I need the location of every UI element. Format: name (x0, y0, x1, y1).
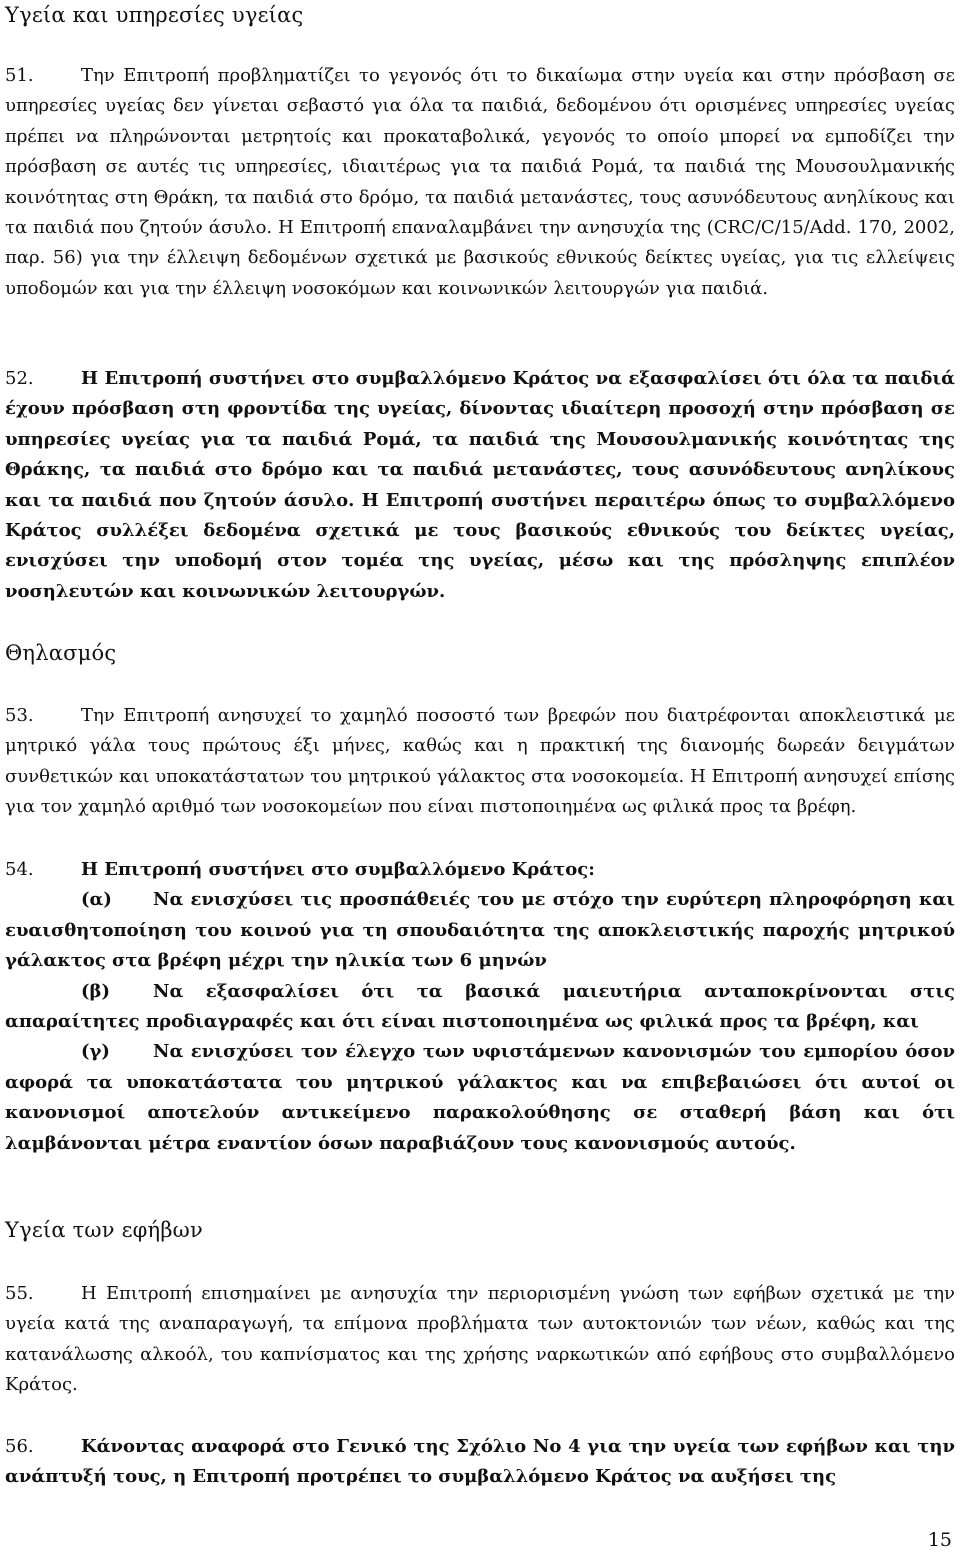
paragraph-56 (5, 1432, 955, 1493)
paragraph-number: 54. (5, 859, 34, 880)
paragraph-number: 51. (5, 65, 34, 86)
section-heading-adolescent-health: Υγεία των εφήβων (5, 1218, 203, 1242)
recommendation-item-c (5, 1037, 955, 1159)
paragraph-54-intro (5, 855, 955, 885)
paragraph-text: Την Επιτροπή ανησυχεί το χαμηλό ποσοστό των βρεφών που διατρέφονται αποκλειστικά με μητρικό γάλα τους πρώτους έξι μήνες, καθώς και η πρακτική της διανομής δωρεάν δειγμάτων συνθετικών και υποκατάστατων του μητρικού γάλακτος στα νοσοκομεία. Η Επιτροπή ανησυχεί επίσης για τον χαμηλό αριθμό των νοσοκομείων που είναι πιστοποιημένα ως φιλικά προς τα βρέφη. (5, 705, 955, 818)
paragraph-text: Η Επιτροπή συστήνει στο συμβαλλόμενο Κράτος να εξασφαλίσει ότι όλα τα παιδιά έχουν πρόσβαση στη φροντίδα της υγείας, δίνοντας ιδιαίτερη προσοχή στην πρόσβαση σε υπηρεσίες υγείας για τα παιδιά Ρομά, τα παιδιά της Μουσουλμανικής κοινότητας της Θράκης, τα παιδιά στο δρόμο και τα παιδιά μετανάστες, τους ασυνόδευτους ανηλίκους και τα παιδιά που ζητούν άσυλο. Η Επιτροπή συστήνει περαιτέρω όπως το συμβαλλόμενο Κράτος συλλέξει δεδομένα σχετικά με τους βασικούς εθνικούς του δείκτες υγείας, ενισχύσει την υποδομή στον τομέα της υγείας, μέσω και της πρόσληψης επιπλέον νοσηλευτών και κοινωνικών λειτουργών. (5, 368, 955, 602)
item-text: Να ενισχύσει τον έλεγχο των υφιστάμενων κανονισμών του εμπορίου όσον αφορά τα υποκατάστατα του μητρικού γάλακτος και να επιβεβαιώσει ότι αυτοί οι κανονισμοί αποτελούν αντικείμενο παρακολούθησης σε σταθερή βάση και ότι λαμβάνονται μέτρα εναντίον όσων παραβιάζουν τους κανονισμούς αυτούς. (5, 1041, 955, 1154)
paragraph-text: Την Επιτροπή προβληματίζει το γεγονός ότι το δικαίωμα στην υγεία και στην πρόσβαση σε υπηρεσίες υγείας δεν γίνεται σεβαστό για όλα τα παιδιά, δεδομένου ότι ορισμένες υπηρεσίες υγείας πρέπει να πληρώνονται μετρητοίς και προκαταβολικά, γεγονός το οποίο μπορεί να εμποδίζει την πρόσβαση σε αυτές τις υπηρεσίες, ιδιαιτέρως για τα παιδιά Ρομά, τα παιδιά της Μουσουλμανικής κοινότητας στη Θράκη, τα παιδιά στο δρόμο, τα παιδιά μετανάστες, τους ασυνόδευτους ανηλίκους και τα παιδιά που ζητούν άσυλο. Η Επιτροπή επαναλαμβάνει την ανησυχία της (CRC/C/15/Add. 170, 2002, παρ. 56) για την έλλειψη δεδομένων σχετικά με βασικούς εθνικούς δείκτες υγείας, για τις ελλείψεις υποδομών και για την έλλειψη νοσοκόμων και κοινωνικών λειτουργών για παιδιά. (5, 65, 955, 299)
paragraph-53 (5, 701, 955, 823)
paragraph-54 (5, 855, 955, 1159)
item-label: (β) (81, 980, 110, 1002)
page-number: 15 (927, 1529, 952, 1551)
paragraph-text: Η Επιτροπή συστήνει στο συμβαλλόμενο Κράτος: (81, 859, 595, 880)
paragraph-number: 55. (5, 1283, 34, 1304)
item-text: Να εξασφαλίσει ότι τα βασικά μαιευτήρια ανταποκρίνονται στις απαραίτητες προδιαγραφές και ότι είναι πιστοποιημένα ως φιλικά προς τα βρέφη, και (5, 980, 955, 1033)
paragraph-text: Η Επιτροπή επισημαίνει με ανησυχία την περιορισμένη γνώση των εφήβων σχετικά με την υγεία κατά της αναπαραγωγή, τα επίμονα προβλήματα των αυτοκτονιών των νέων, καθώς και της κατανάλωσης αλκοόλ, του καπνίσματος και της χρήσης ναρκωτικών από εφήβους στο συμβαλλόμενο Κράτος. (5, 1283, 955, 1396)
paragraph-text: Κάνοντας αναφορά στο Γενικό της Σχόλιο Νο 4 για την υγεία των εφήβων και την ανάπτυξή τους, η Επιτροπή προτρέπει το συμβαλλόμενο Κράτος να αυξήσει της (5, 1436, 955, 1488)
paragraph-number: 53. (5, 705, 34, 726)
paragraph-number: 52. (5, 368, 34, 389)
item-text: Να ενισχύσει τις προσπάθειές του με στόχο την ευρύτερη πληροφόρηση και ευαισθητοποίηση του κοινού για τη σπουδαιότητα της αποκλειστικής παροχής μητρικού γάλακτος στα βρέφη μέχρι την ηλικία των 6 μηνών (5, 889, 955, 972)
section-heading-breastfeeding: Θηλασμός (5, 641, 117, 665)
item-label: (γ) (81, 1041, 110, 1063)
section-heading-health-services: Υγεία και υπηρεσίες υγείας (5, 3, 304, 27)
paragraph-52 (5, 364, 955, 607)
recommendation-item-b (5, 977, 955, 1038)
recommendation-item-a (5, 885, 955, 976)
paragraph-55 (5, 1279, 955, 1401)
paragraph-51 (5, 61, 955, 304)
paragraph-number: 56. (5, 1436, 34, 1457)
item-label: (α) (81, 889, 112, 911)
